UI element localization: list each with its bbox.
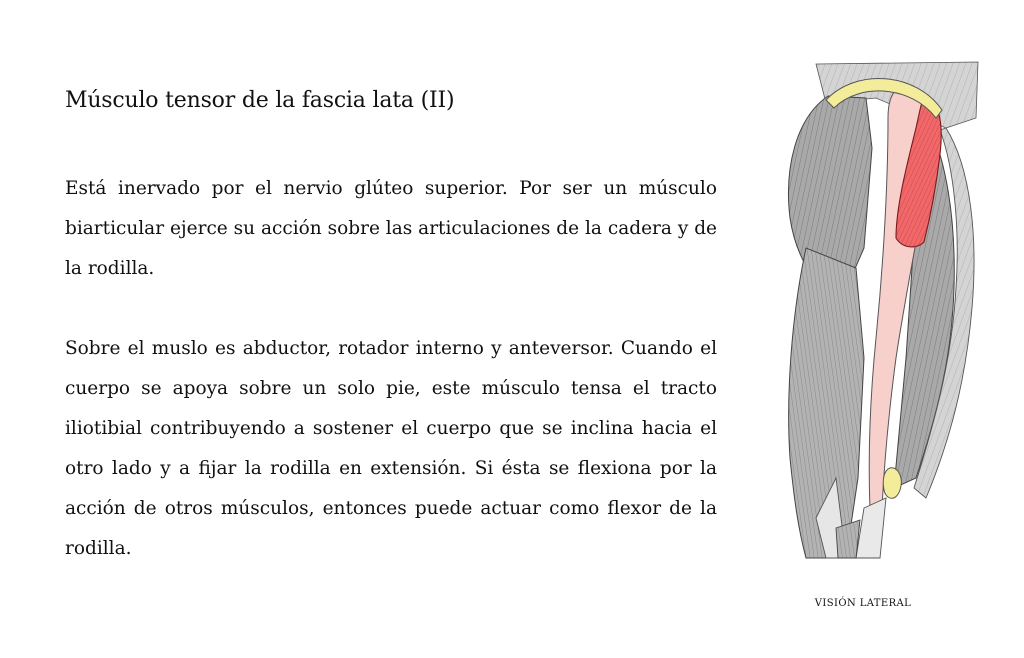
image-caption: VISIÓN LATERAL: [814, 598, 912, 609]
patella: [883, 468, 901, 498]
page-title: Músculo tensor de la fascia lata (II): [65, 88, 455, 113]
tibial-insertion: [856, 498, 886, 558]
lateral-thigh-muscle-illustration: [776, 58, 982, 563]
paragraph-action: Sobre el muslo es abductor, rotador interno y anteversor. Cuando el cuerpo se apoya sobre un solo pie, este músculo tensa el tracto iliotibial contribuyendo a sostener el cuerpo que se inclina hacia el otro lado y a fijar la rodilla en extensión. Si ésta se flexiona por la acción de otros músculos, entonces puede actuar como flexor de la rodilla.: [65, 338, 717, 559]
paragraph-innervation: Está inervado por el nervio glúteo superior. Por ser un músculo biarticular ejerce su acción sobre las articulaciones de la cadera y de la rodilla.: [65, 178, 717, 279]
